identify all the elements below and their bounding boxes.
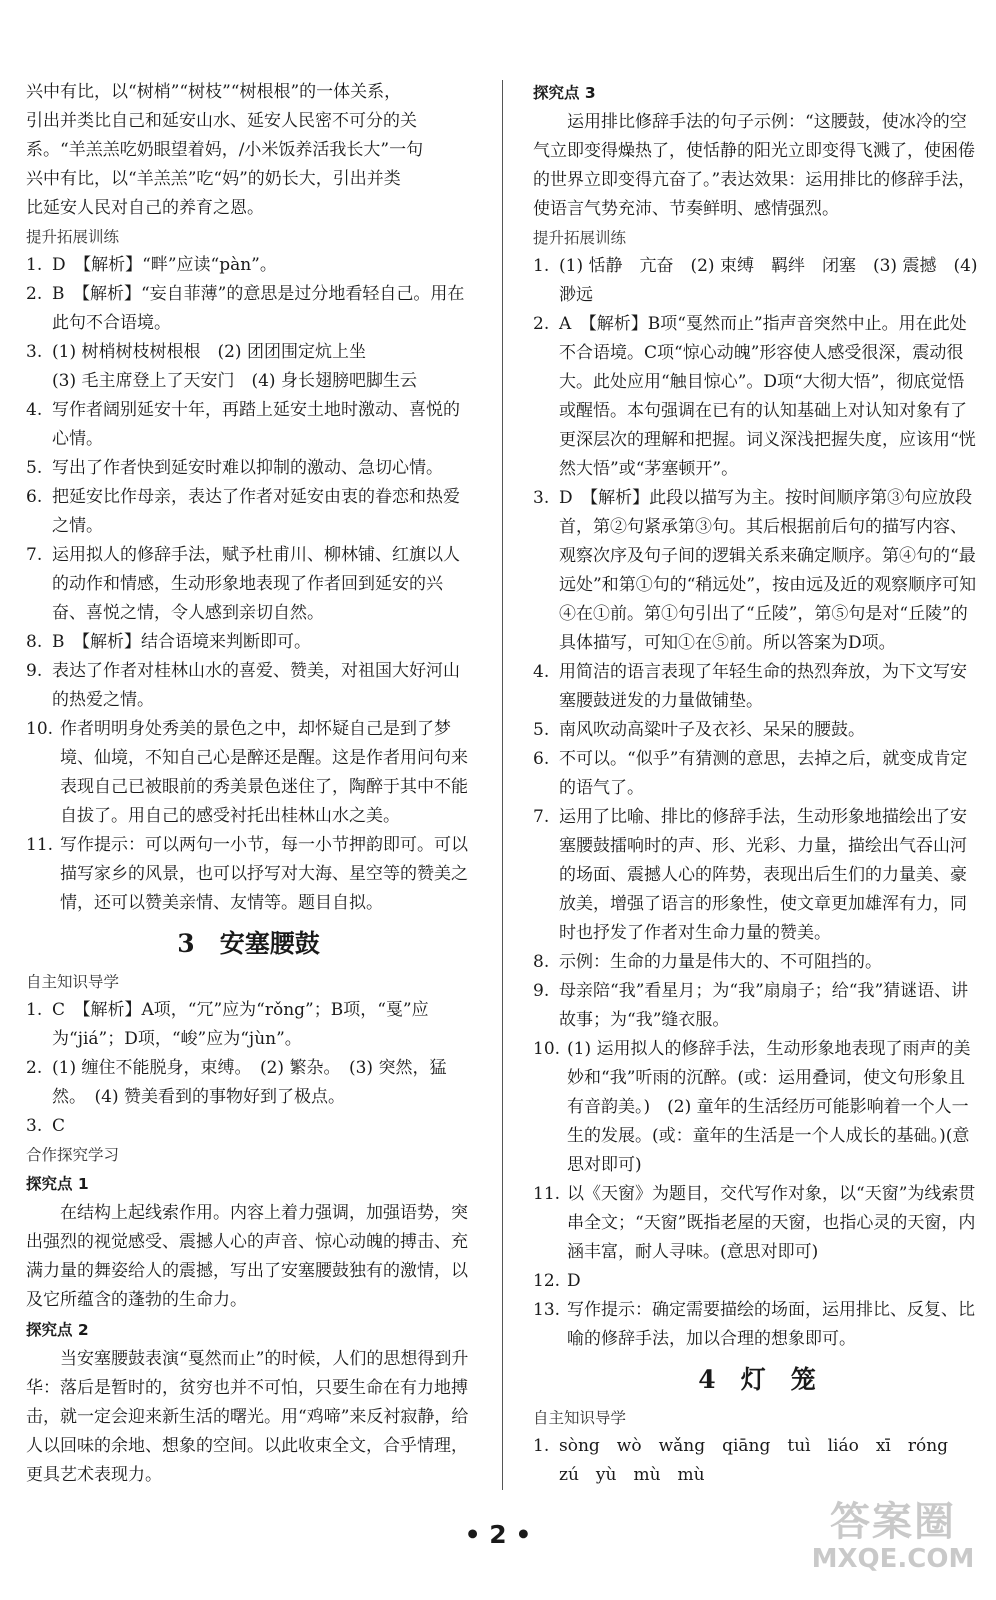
- answer-item: [26, 338, 471, 367]
- watermark-url: MXQE.COM: [811, 1544, 975, 1574]
- answer-text: (1) 缠住不能脱身，束缚。 (2) 繁杂。 (3) 突然，猛然。 (4) 赞美看到的事物好到了极点。: [52, 1058, 447, 1107]
- answer-number: 2.: [26, 1058, 43, 1078]
- answer-number: 4.: [533, 662, 550, 682]
- answer-item: [533, 310, 981, 484]
- answer-item: [533, 484, 981, 658]
- answer-number: 2.: [26, 284, 43, 304]
- inquiry-point-text: 当安塞腰鼓表演“戛然而止”的时候，人们的思想得到升华：落后是暂时的，贫穷也并不可怕，只要生命在有力地搏击，就一定会迎来新生活的曙光。用“鸡啼”来反衬寂静，给人以回味的余地、想象的空间。以此收束全文，合乎情理，更具艺术表现力。: [26, 1349, 469, 1485]
- answer-list-2: [26, 996, 471, 1141]
- watermark-text: 答案圈: [830, 1499, 956, 1545]
- answer-number: [26, 367, 52, 396]
- answer-number: 13.: [533, 1300, 561, 1320]
- answer-text: C: [52, 1116, 66, 1136]
- answer-number: 1.: [533, 1436, 550, 1456]
- answer-item: [533, 948, 981, 977]
- answer-number: 4.: [26, 400, 43, 420]
- answer-item: [26, 1054, 471, 1112]
- answer-text: 以《天窗》为题目，交代写作对象，以“天窗”为线索贯串全文；“天窗”既指老屋的天窗，也指心灵的天窗，内涵丰富，耐人寻味。(意思对即可): [567, 1184, 976, 1262]
- watermark-logo: [808, 1500, 978, 1578]
- answer-text: 表达了作者对桂林山水的喜爱、赞美，对祖国大好河山的热爱之情。: [52, 661, 460, 710]
- answer-item: [26, 396, 471, 454]
- answer-item: [533, 803, 981, 948]
- answer-item: [26, 251, 471, 280]
- answer-text: 把延安比作母亲，表达了作者对延安由衷的眷恋和热爱之情。: [52, 487, 460, 536]
- answer-item: [26, 367, 471, 396]
- column-divider: [502, 80, 503, 1490]
- answer-item: [26, 541, 471, 628]
- answer-item: [533, 745, 981, 803]
- answer-number: 11.: [26, 835, 54, 855]
- section-heading: 提升拓展训练: [26, 228, 120, 246]
- answer-text: 示例：生命的力量是伟大的、不可阻挡的。: [559, 952, 882, 972]
- answer-number: 3.: [26, 1116, 43, 1136]
- answer-item: [26, 280, 471, 338]
- answer-number: 5.: [26, 458, 43, 478]
- answer-item: [26, 454, 471, 483]
- answer-item: [533, 1296, 981, 1354]
- answer-text: (1) 树梢树枝树根根 (2) 团团围定炕上坐: [52, 342, 366, 362]
- answer-text: D 【解析】此段以描写为主。按时间顺序第③句应放段首，第②句紧承第③句。其后根据前后句的描写内容、观察次序及句子间的逻辑关系来确定顺序。第④句的“最远处”和第①句的“稍远处”，按由远及近的观察顺序可知④在①前。第①句引出了“丘陵”，第⑤句是对“丘陵”的具体描写，可知①在⑤前。所以答案为D项。: [559, 488, 977, 653]
- answer-item: [26, 628, 471, 657]
- answer-text: (1) 恬静 亢奋 (2) 束缚 羁绊 闭塞 (3) 震撼 (4) 渺远: [559, 256, 978, 305]
- answer-text: 用简洁的语言表现了年轻生命的热烈奔放，为下文写安塞腰鼓迸发的力量做铺垫。: [559, 662, 967, 711]
- answer-text: 写作提示：可以两句一小节，每一小节押韵即可。可以描写家乡的风景，也可以抒写对大海、星空等的赞美之情，还可以赞美亲情、友情等。题目自拟。: [60, 835, 468, 913]
- answer-number: 10.: [26, 719, 54, 739]
- answer-item: [533, 716, 981, 745]
- answer-text: D: [567, 1271, 581, 1291]
- answer-text: 南风吹动高粱叶子及衣衫、呆呆的腰鼓。: [559, 720, 865, 740]
- lesson-title: 3 安塞腰鼓: [177, 929, 320, 958]
- answer-text: 写作提示：确定需要描绘的场面，运用排比、反复、比喻的修辞手法，加以合理的想象即可。: [567, 1300, 975, 1349]
- answer-list-1: [26, 251, 471, 918]
- inquiry-point-label: 探究点 3: [533, 84, 596, 102]
- answer-number: 9.: [533, 981, 550, 1001]
- answer-item: [26, 483, 471, 541]
- answer-text: B 【解析】“妄自菲薄”的意思是过分地看轻自己。用在此句不合语境。: [52, 284, 465, 333]
- answer-item: [26, 715, 471, 831]
- answer-number: 2.: [533, 314, 550, 334]
- answer-item: [533, 252, 981, 310]
- answer-number: 9.: [26, 661, 43, 681]
- answer-number: 8.: [533, 952, 550, 972]
- answer-number: 12.: [533, 1271, 561, 1291]
- answer-number: 11.: [533, 1184, 561, 1204]
- answer-number: 8.: [26, 632, 43, 652]
- answer-text: 写作者阔别延安十年，再踏上延安土地时激动、喜悦的心情。: [52, 400, 460, 449]
- answer-text: (3) 毛主席登上了天安门 (4) 身长翅膀吧脚生云: [52, 371, 417, 391]
- answer-text: 作者明明身处秀美的景色之中，却怀疑自己是到了梦境、仙境，不知自己心是醉还是醒。这是作者用问句来表现自己已被眼前的秀美景色迷住了，陶醉于其中不能自拔了。用自己的感受衬托出桂林山水之美。: [60, 719, 468, 826]
- section-heading: 合作探究学习: [26, 1146, 120, 1164]
- intro-paragraph: [26, 78, 471, 223]
- answer-item: [26, 1112, 471, 1141]
- answer-text: 不可以。“似乎”有猜测的意思，去掉之后，就变成肯定的语气了。: [559, 749, 968, 798]
- right-column: [533, 78, 981, 1490]
- answer-text: 母亲陪“我”看星月；为“我”扇扇子；给“我”猜谜语、讲故事；为“我”缝衣服。: [559, 981, 969, 1030]
- answer-text: sòng wò wǎng qiāng tuì liáo xī róng zú yù mù mù: [559, 1436, 966, 1485]
- answer-item: [533, 977, 981, 1035]
- answer-text: B 【解析】结合语境来判断即可。: [52, 632, 311, 652]
- answer-item: [26, 831, 471, 918]
- intro-line: 兴中有比，以“树梢”“树枝”“树根根”的一体关系，: [26, 82, 402, 102]
- intro-line: 系。“羊羔羔吃奶眼望着妈，/小米饭养活我长大”一句: [26, 140, 424, 160]
- section-heading: 自主知识导学: [533, 1409, 627, 1427]
- answer-number: 6.: [26, 487, 43, 507]
- answer-item: [26, 996, 471, 1054]
- answer-number: 7.: [26, 545, 43, 565]
- answer-text: 运用了比喻、排比的修辞手法，生动形象地描绘出了安塞腰鼓擂响时的声、形、光彩、力量，描绘出气吞山河的场面、震撼人心的阵势，表现出后生们的力量美、豪放美，增强了语言的形象性，使文章更加雄浑有力，同时也抒发了作者对生命力量的赞美。: [559, 807, 967, 943]
- answer-number: 3.: [26, 342, 43, 362]
- inquiry-point-text: 在结构上起线索作用。内容上着力强调，加强语势，突出强烈的视觉感受、震撼人心的声音、惊心动魄的搏击、充满力量的舞姿给人的震撼，写出了安塞腰鼓独有的激情，以及它所蕴含的蓬勃的生命力。: [26, 1203, 468, 1310]
- inquiry-point-label: 探究点 2: [26, 1321, 89, 1339]
- answer-item: [26, 657, 471, 715]
- answer-number: 7.: [533, 807, 550, 827]
- answer-item: [533, 658, 981, 716]
- answer-number: 1.: [26, 1000, 43, 1020]
- answer-number: 5.: [533, 720, 550, 740]
- answer-list-3: [533, 252, 981, 1354]
- answer-item: [533, 1432, 981, 1490]
- answer-number: 1.: [26, 255, 43, 275]
- answer-text: C 【解析】A项，“冗”应为“rǒng”；B项，“戛”应为“jiá”；D项，“峻”应为“jùn”。: [52, 1000, 429, 1049]
- answer-text: A 【解析】B项“戛然而止”指声音突然中止。用在此处不合语境。C项“惊心动魄”形容使人感受很深，震动很大。此处应用“触目惊心”。D项“大彻大悟”，彻底觉悟或醒悟。本句强调在已有的认知基础上对认知对象有了更深层次的理解和把握。词义深浅把握失度，应该用“恍然大悟”或“茅塞顿开”。: [559, 314, 976, 479]
- inquiry-point-label: 探究点 1: [26, 1175, 89, 1193]
- intro-line: 比延安人民对自己的养育之恩。: [26, 198, 264, 218]
- left-column: [26, 78, 471, 1490]
- answer-text: 写出了作者快到延安时难以抑制的激动、急切心情。: [52, 458, 443, 478]
- answer-list-4: [533, 1432, 981, 1490]
- answer-number: 1.: [533, 256, 550, 276]
- lesson-title: 4 灯 笼: [698, 1365, 816, 1394]
- answer-text: D 【解析】“畔”应读“pàn”。: [52, 255, 277, 275]
- section-heading: 提升拓展训练: [533, 229, 627, 247]
- answer-item: [533, 1035, 981, 1180]
- page-number: • 2 •: [464, 1520, 532, 1549]
- section-heading: 自主知识导学: [26, 973, 120, 991]
- answer-item: [533, 1267, 981, 1296]
- answer-number: 6.: [533, 749, 550, 769]
- answer-number: 3.: [533, 488, 550, 508]
- answer-text: 运用拟人的修辞手法，赋予杜甫川、柳林铺、红旗以人的动作和情感，生动形象地表现了作者回到延安的兴奋、喜悦之情，令人感到亲切自然。: [52, 545, 460, 623]
- intro-line: 引出并类比自己和延安山水、延安人民密不可分的关: [26, 111, 417, 131]
- answer-text: (1) 运用拟人的修辞手法，生动形象地表现了雨声的美妙和“我”听雨的沉醉。(或：运用叠词，使文句形象且有音韵美。) (2) 童年的生活经历可能影响着一个人一生的发展。(或：童年的生活是一个人成长的基础。)(意思对即可): [567, 1039, 971, 1175]
- answer-item: [533, 1180, 981, 1267]
- answer-number: 10.: [533, 1039, 561, 1059]
- intro-line: 兴中有比，以“羊羔羔”吃“妈”的奶长大，引出并类: [26, 169, 401, 189]
- inquiry-point-text: 运用排比修辞手法的句子示例：“这腰鼓，使冰冷的空气立即变得燥热了，使恬静的阳光立即变得飞溅了，使困倦的世界立即变得亢奋了。”表达效果：运用排比的修辞手法，使语言气势充沛、节奏鲜明、感情强烈。: [533, 112, 976, 219]
